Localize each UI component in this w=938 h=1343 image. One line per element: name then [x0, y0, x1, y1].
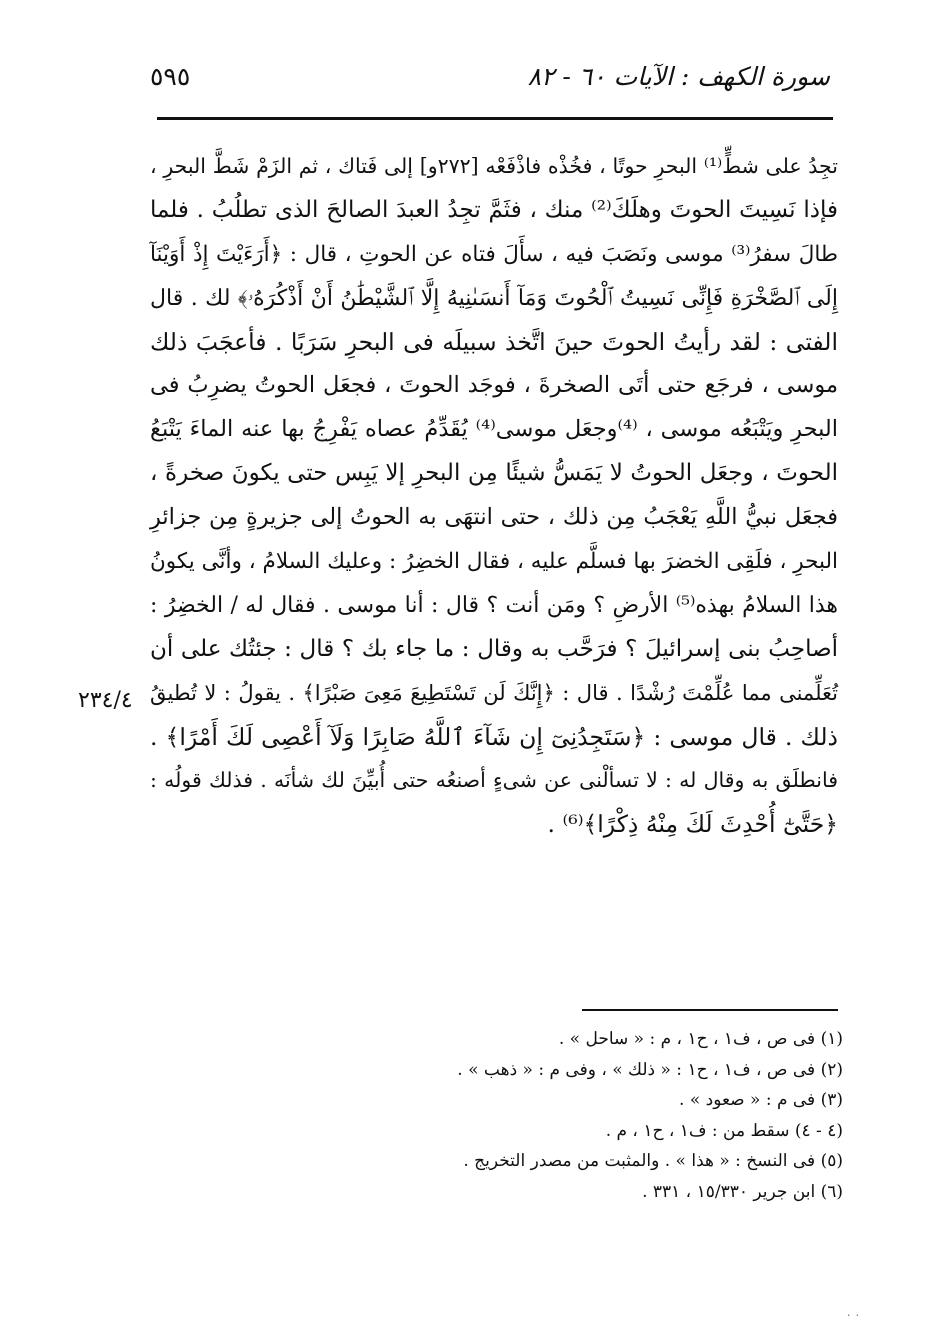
text-line: هذا السلامُ بهذه⁽⁵⁾ الأرضِ ؟ ومَن أنت ؟ قال : أنا موسى . فقال له / الخضِرُ :	[150, 592, 838, 618]
text-line: الحوتَ ، وجعَل الحوتُ لا يَمَسُّ شيئًا مِن البحرِ إلا يَبِس حتى يكونَ صخرةً ،	[150, 460, 838, 487]
header-rule	[157, 117, 833, 120]
footnotes	[123, 1024, 843, 1208]
page-number: ٥٩٥	[150, 62, 191, 91]
text-line: موسى ، فرجَع حتى أتَى الصخرةَ ، فوجَد الحوتَ ، فجعَل الحوتُ يضرِبُ فى	[150, 372, 838, 399]
margin-reference: ٢٣٤/٤	[78, 688, 133, 713]
text-line: ﴿حَتَّىٰٓ أُحْدِثَ لَكَ مِنْهُ ذِكْرًا﴾⁽⁶⁾ .	[547, 810, 838, 839]
text-line: البحرِ ، فلَقِى الخضرَ بها فسلَّم عليه ، فقال الخضِرُ : وعليك السلامُ ، وأنَّى يكونُ	[150, 549, 838, 575]
text-line: ذلك . قال موسى : ﴿سَتَجِدُنِىٓ إِن شَآءَ ٱللَّهُ صَابِرًا وَلَآ أَعْصِى لَكَ أَمْرًا﴾ .	[150, 722, 838, 751]
running-title: سورة الكهف : الآيات ٦٠ - ٨٢	[527, 62, 830, 91]
text-line: تُعَلِّمنى مما عُلِّمْتَ رُشْدًا . قال : ﴿إِنَّكَ لَن تَسْتَطِيعَ مَعِىَ صَبْرًا﴾ . يقولُ : لا تُطيقُ	[150, 680, 838, 705]
footnote: (١) فى ص ، ف١ ، ح١ ، م : « ساحل » .	[558, 1029, 843, 1049]
text-line: إِلَى ٱلصَّخْرَةِ فَإِنِّى نَسِيتُ ٱلْحُوتَ وَمَآ أَنسَىٰنِيهُ إِلَّا ٱلشَّيْطَٰنُ أَنْ أَذْكُرَهُۥ﴾ لك . قال	[150, 285, 838, 311]
page-header	[150, 62, 830, 102]
text-line: تجِدُ على شطٍّ⁽¹⁾ البحرِ حوتًا ، فخُذْه فاذْفَعْه [٢٧٢و] إلى فَتاك ، ثم الزَمْ شَطَّ البحرِ ،	[150, 154, 838, 178]
corner-mark: ٠ ٠	[846, 1310, 860, 1321]
footnote-rule	[582, 1009, 838, 1011]
footnote: (٥) فى النسخ : « هذا » . والمثبت من مصدر التخريج .	[463, 1151, 843, 1172]
text-line: الفتى : لقد رأيتُ الحوتَ حينَ اتَّخذ سبيلَه فى البحرِ سَرَبًا . فأعجَبَ ذلك	[150, 327, 838, 356]
text-line: فانطلَق به وقال له : لا تسألْنى عن شىءٍ أصنعُه حتى أُبيِّنَ لك شأنَه . فذلك قولُه :	[150, 768, 838, 793]
footnote: (٤ - ٤) سقط من : ف١ ، ح١ ، م .	[605, 1120, 843, 1141]
footnote: (٦) ابن جرير ١٥/٣٣٠ ، ٣٣١ .	[642, 1181, 843, 1202]
text-line: فإذا نَسِيتَ الحوتَ وهلَكَ⁽²⁾ منك ، فثَمَّ تجِدُ العبدَ الصالحَ الذى تطلُبُ . فلما	[150, 196, 838, 223]
footnote: (٢) فى ص ، ف١ ، ح١ : « ذلك » ، وفى م : « ذهب » .	[457, 1059, 843, 1080]
text-line: فجعَل نبيُّ اللَّهِ يَعْجَبُ مِن ذلك ، حتى انتهَى به الحوتُ إلى جزيرةٍ مِن جزائرِ	[150, 504, 838, 531]
main-text	[150, 145, 838, 847]
text-line: طالَ سفرُ⁽³⁾ موسى ونَصَبَ فيه ، سأَلَ فتاه عن الحوتِ ، قال : ﴿أَرَءَيْتَ إِذْ أَوَيْنَآ	[150, 241, 838, 267]
footnote: (٣) فى م : « صعود » .	[679, 1090, 843, 1111]
text-line: أصاحِبُ بنى إسرائيلَ ؟ فرَحَّب به وقال : ما جاء بك ؟ قال : جئتُك على أن	[150, 635, 838, 662]
text-line: البحرِ ويَتْبَعُه موسى ، ⁽⁴⁾وجعَل موسى⁽⁴⁾ يُقَدِّمُ عصاه يَفْرِجُ بها عنه الماءَ يَتْبَعُ	[150, 416, 839, 443]
